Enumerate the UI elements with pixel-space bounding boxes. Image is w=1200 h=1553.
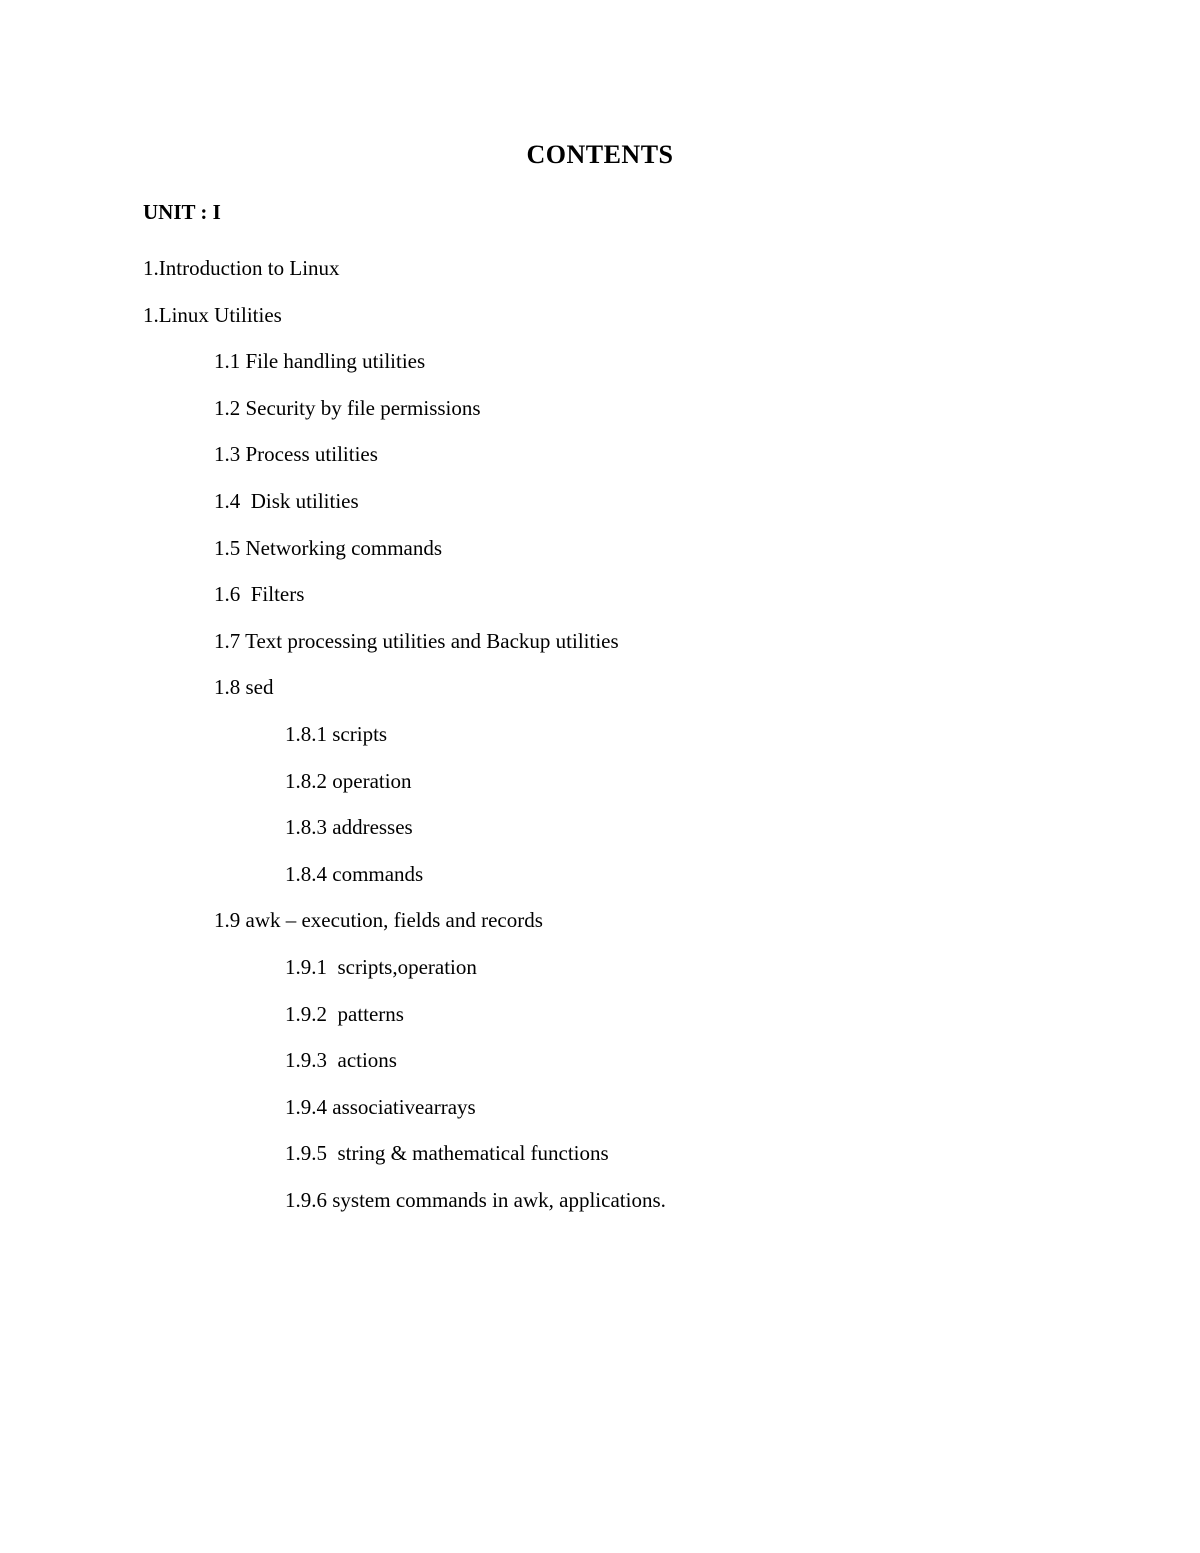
toc-entry: 1.9.6 system commands in awk, applications.	[285, 1187, 666, 1212]
toc-entry: 1.9 awk – execution, fields and records	[214, 908, 543, 933]
toc-entry: 1.6 Filters	[214, 582, 305, 607]
toc-entry: 1.9.2 patterns	[285, 1001, 404, 1026]
toc-entry: 1.9.4 associativearrays	[285, 1094, 476, 1119]
toc-entry: 1.4 Disk utilities	[214, 488, 359, 513]
toc-entry: 1.Linux Utilities	[143, 302, 282, 327]
toc-entry: 1.2 Security by file permissions	[214, 395, 481, 420]
toc-entry: 1.3 Process utilities	[214, 442, 378, 467]
toc-entry: 1.9.3 actions	[285, 1048, 397, 1073]
toc-entry: 1.8.3 addresses	[285, 815, 413, 840]
toc-entry: 1.8 sed	[214, 675, 274, 700]
toc-entry: 1.8.4 commands	[285, 861, 424, 886]
toc-entry: 1.5 Networking commands	[214, 535, 443, 560]
toc-entry: 1.1 File handling utilities	[214, 349, 426, 374]
toc-entry: 1.8.2 operation	[285, 768, 412, 793]
table-of-contents	[0, 255, 1200, 1233]
toc-entry: 1.9.1 scripts,operation	[285, 954, 477, 979]
toc-entry: 1.Introduction to Linux	[143, 256, 340, 280]
toc-entry: 1.9.5 string & mathematical functions	[285, 1141, 609, 1166]
page-title: CONTENTS	[526, 140, 674, 169]
unit-heading: UNIT : I	[143, 200, 221, 224]
toc-entry: 1.7 Text processing utilities and Backup utilities	[214, 628, 619, 653]
toc-entry: 1.8.1 scripts	[285, 721, 388, 746]
